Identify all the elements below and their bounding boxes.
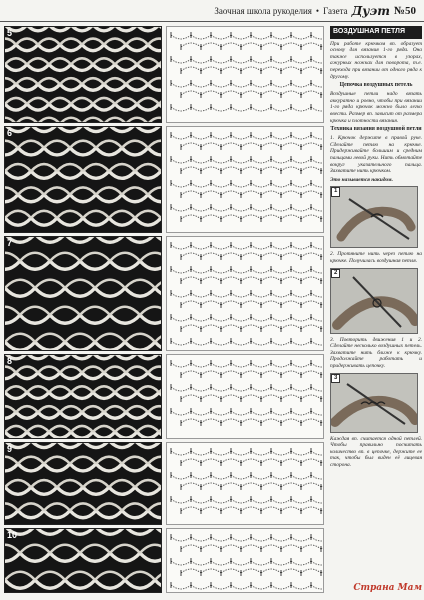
lace-pattern-icon bbox=[5, 127, 162, 233]
issue-number: №50 bbox=[393, 4, 416, 17]
stitch-diagram bbox=[166, 442, 324, 525]
stitch-diagram bbox=[166, 528, 324, 593]
sample-number: 6 bbox=[7, 128, 13, 138]
sample-number: 8 bbox=[7, 356, 13, 366]
step-1-badge: 1 bbox=[331, 187, 340, 196]
sample-photo bbox=[4, 442, 162, 525]
stitch-diagram bbox=[166, 236, 324, 351]
stitch-diagram bbox=[166, 354, 324, 439]
lace-pattern-icon bbox=[5, 355, 162, 439]
hand-hook-illustration bbox=[331, 187, 418, 248]
stitch-chart-icon bbox=[167, 443, 324, 525]
sample-number: 7 bbox=[7, 238, 13, 248]
step-2-text: 2. Протяните нить через петлю на крючке. Получилась воздушная петля. bbox=[330, 251, 422, 264]
page-header bbox=[0, 0, 424, 22]
sidebar-subheading-1: Цепочка воздушных петель bbox=[339, 82, 413, 89]
sidebar-paragraph-3: Каждая вп. считается одной петлей. Чтобы правильно посчитать количество вп. в цепочке, держите ее так, чтобы был виден её лицевая сторона. bbox=[330, 435, 422, 468]
stitch-diagram bbox=[166, 126, 324, 233]
hand-loop-illustration bbox=[331, 269, 418, 334]
header-section: Заочная школа рукоделия bbox=[214, 5, 312, 16]
sample-photo bbox=[4, 236, 162, 351]
sidebar-paragraph-2-tail: Это называется накидом. bbox=[330, 176, 393, 183]
sample-photo bbox=[4, 528, 162, 593]
lace-pattern-icon bbox=[5, 529, 162, 593]
sample-photo bbox=[4, 26, 162, 123]
step-2-photo bbox=[330, 268, 418, 334]
sidebar-subheading-2: Техника вязания воздушной петли bbox=[330, 126, 422, 133]
step-1-photo bbox=[330, 186, 418, 248]
lace-pattern-icon bbox=[5, 27, 162, 123]
stitch-chart-icon bbox=[167, 355, 324, 439]
instruction-sidebar bbox=[330, 26, 422, 598]
stitch-chart-icon bbox=[167, 529, 324, 593]
stitch-diagram bbox=[166, 26, 324, 123]
header-newspaper: Газета bbox=[323, 5, 348, 16]
lace-pattern-icon bbox=[5, 443, 162, 525]
site-logo: Страна Мам bbox=[353, 583, 422, 593]
magazine-title: Дуэт bbox=[351, 3, 390, 18]
header-separator: • bbox=[315, 5, 320, 16]
crochet-diagrams bbox=[166, 26, 324, 598]
sidebar-paragraph-1: Воздушные петли надо вязать аккуратно и ровно, чтобы при вязании 1-го ряда крючок можно было легко ввести. Размер вп. зависит от размера крючка и плотности вязания. bbox=[330, 91, 422, 124]
sample-photo bbox=[4, 126, 162, 233]
sample-number: 10 bbox=[7, 530, 18, 540]
hand-chain-illustration bbox=[331, 374, 418, 433]
step-3-text: 3. Повторить движения 1 и 2. Сделайте несколько воздушных петель. Захватите нить ближе к крючку. Продолжайте работать и придерживать цепочку. bbox=[330, 336, 422, 369]
stitch-chart-icon bbox=[167, 27, 324, 123]
step-3-photo bbox=[330, 373, 418, 433]
sidebar-intro: При работе крючком вп. образует основу для вязания 1-го ряда. Она также используется в узорах, ажурных ножках для поворота, т.е. перехода при вязании от одного ряда к другому. bbox=[330, 40, 422, 80]
sidebar-heading: ВОЗДУШНАЯ ПЕТЛЯ bbox=[330, 26, 422, 39]
sample-number: 5 bbox=[7, 28, 13, 38]
sample-photos bbox=[4, 26, 162, 598]
sample-photo bbox=[4, 354, 162, 439]
sidebar-paragraph-2: 1. Крючок держите в правой руке. Сделайте петлю на крючке. Придерживайте большим и средним пальцами левой руки. Нить обмотайте вокруг указательного пальца. Захватите нить крючком. bbox=[330, 135, 422, 175]
stitch-chart-icon bbox=[167, 127, 324, 233]
step-2-badge: 2 bbox=[331, 269, 340, 278]
lace-pattern-icon bbox=[5, 237, 162, 351]
sample-number: 9 bbox=[7, 444, 13, 454]
step-3-badge: 3 bbox=[331, 374, 340, 383]
stitch-chart-icon bbox=[167, 237, 324, 351]
